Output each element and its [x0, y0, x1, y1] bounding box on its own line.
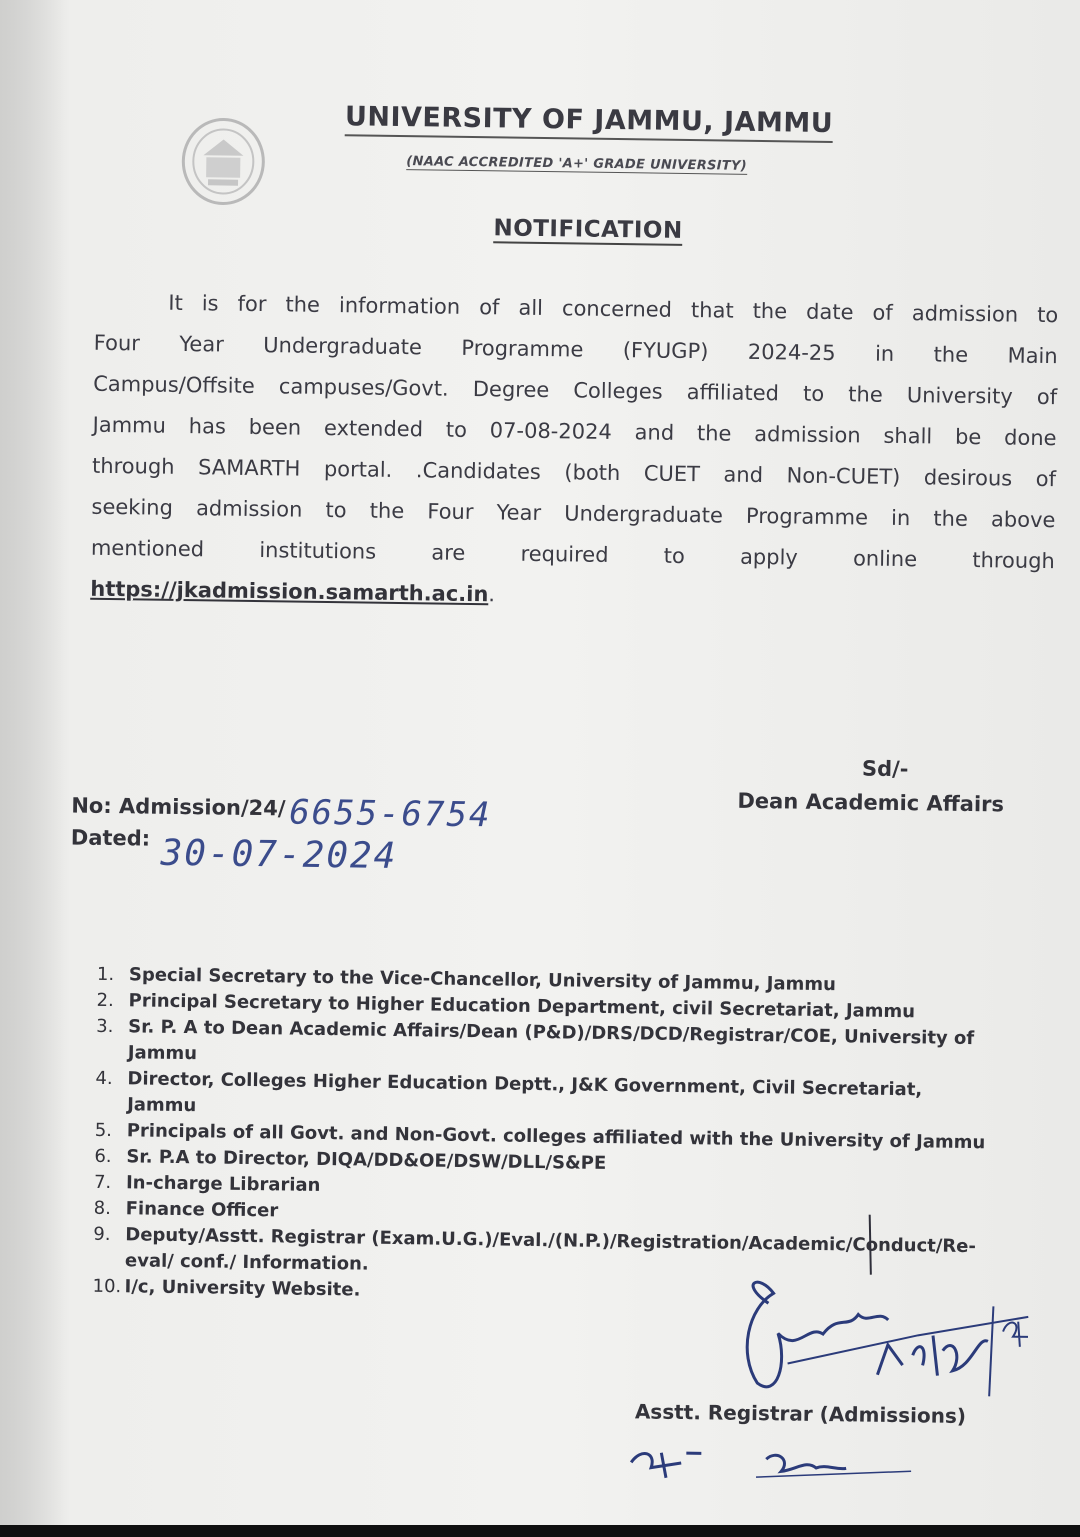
list-item-number: 10.: [92, 1275, 122, 1298]
list-item-number: 4.: [95, 1067, 113, 1090]
body-line: It is for the information of all concerned that the date of admission to: [168, 290, 1059, 328]
handwritten-signature-icon: [727, 1213, 1040, 1417]
signatory-designation: Dean Academic Affairs: [737, 788, 1005, 817]
body-line: Campus/Offsite campuses/Govt. Degree Colleges affiliated to the University of: [93, 371, 1058, 410]
list-item-text: Special Secretary to the Vice-Chancellor, University of Jammu, Jammu: [128, 964, 837, 996]
body-line: mentioned institutions are required to apply online through: [90, 535, 1055, 574]
notification-body: [90, 290, 1058, 631]
list-item-text: In-charge Librarian: [125, 1172, 321, 1196]
list-item-number: 8.: [93, 1197, 112, 1220]
list-item-number: 3.: [96, 1015, 114, 1038]
reference-number-label: No: Admission/24/: [71, 793, 286, 821]
list-item-text: Director, Colleges Higher Education Deptt., J&K Government, Civil Secretariat, Jammu: [126, 1068, 923, 1117]
list-item-text: Sr. P. A to Dean Academic Affairs/Dean (P&D)/DRS/DCD/Registrar/COE, University of Jammu: [127, 1016, 975, 1065]
initials-signature-icon: [626, 1437, 917, 1491]
signed-mark: Sd/-: [861, 756, 909, 782]
list-item-text: I/c, University Website.: [124, 1276, 361, 1301]
list-item-text: Deputy/Asstt. Registrar (Exam.U.G.)/Eval./(N.P.)/Registration/Academic/Conduct/Re-eval/ conf./ Information.: [124, 1224, 977, 1275]
body-line: through SAMARTH portal. .Candidates (both CUET and Non-CUET) desirous of: [91, 453, 1057, 492]
university-title: UNIVERSITY OF JAMMU, JAMMU: [345, 101, 834, 143]
screen-bottom-edge: [0, 1525, 1080, 1537]
notification-heading: NOTIFICATION: [493, 215, 683, 244]
date-handwritten: 30-07-2024: [160, 832, 398, 878]
list-item-number: 6.: [94, 1145, 112, 1168]
body-line: Jammu has been extended to 07-08-2024 and the admission shall be done: [92, 412, 1057, 451]
assistant-registrar-designation: Asstt. Registrar (Admissions): [634, 1399, 967, 1429]
admission-portal-link[interactable]: https://jkadmission.samarth.ac.in: [90, 576, 489, 607]
list-item-number: 2.: [96, 989, 114, 1012]
list-item-text: Principals of all Govt. and Non-Govt. colleges affiliated with the University of Jammu: [126, 1120, 986, 1154]
list-item-number: 9.: [93, 1223, 111, 1246]
list-item-number: 5.: [94, 1119, 113, 1142]
list-item-text: Finance Officer: [125, 1198, 279, 1222]
body-line: Four Year Undergraduate Programme (FYUGP) 2024-25 in the Main: [93, 330, 1058, 369]
list-item-number: 1.: [96, 963, 115, 986]
date-label: Dated:: [70, 825, 151, 851]
list-item-number: 7.: [93, 1171, 112, 1194]
list-item-text: Principal Secretary to Higher Education Department, civil Secretariat, Jammu: [128, 990, 916, 1023]
body-line: seeking admission to the Four Year Undergraduate Programme in the above: [91, 494, 1056, 533]
accreditation-subtitle: (NAAC ACCREDITED 'A+' GRADE UNIVERSITY): [406, 154, 748, 174]
reference-number-handwritten: 6655-6754: [288, 792, 492, 836]
list-item-text: Sr. P.A to Director, DIQA/DD&OE/DSW/DLL/S&PE: [126, 1146, 607, 1174]
university-seal-icon: [178, 113, 269, 209]
body-line-link: https://jkadmission.samarth.ac.in.: [90, 576, 496, 607]
